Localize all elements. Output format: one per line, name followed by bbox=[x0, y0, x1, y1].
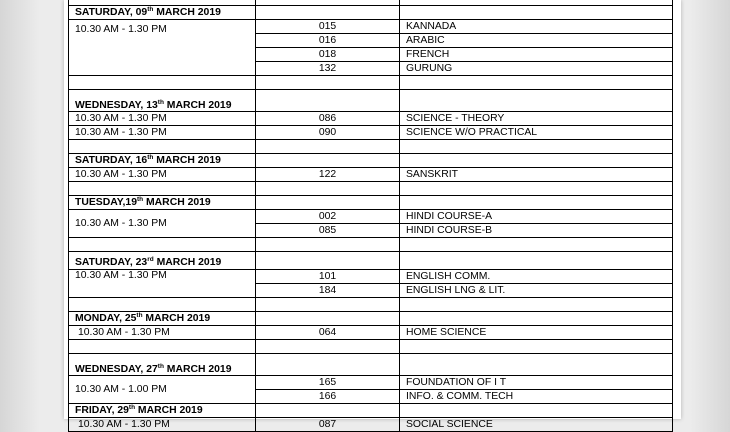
subject-name: SCIENCE W/O PRACTICAL bbox=[400, 126, 673, 140]
subject-name: ARABIC bbox=[400, 34, 673, 48]
empty-cell bbox=[400, 298, 673, 312]
exam-date: TUESDAY,19th MARCH 2019 bbox=[69, 196, 256, 210]
empty-cell bbox=[400, 404, 673, 418]
empty-cell bbox=[256, 76, 400, 90]
date-row bbox=[69, 252, 673, 270]
empty-cell bbox=[400, 354, 673, 376]
table-row bbox=[69, 326, 673, 340]
subject-name: FRENCH bbox=[400, 48, 673, 62]
subject-code: 184 bbox=[256, 284, 400, 298]
empty-cell bbox=[400, 252, 673, 270]
exam-time: 10.30 AM - 1.30 PM bbox=[69, 270, 256, 298]
exam-date: WEDNESDAY, 27th MARCH 2019 bbox=[69, 354, 256, 376]
exam-date: MONDAY, 25th MARCH 2019 bbox=[69, 312, 256, 326]
exam-date: FRIDAY, 29th MARCH 2019 bbox=[69, 404, 256, 418]
table-row bbox=[69, 126, 673, 140]
date-row bbox=[69, 154, 673, 168]
table-row bbox=[69, 168, 673, 182]
empty-cell bbox=[256, 252, 400, 270]
empty-cell bbox=[69, 140, 256, 154]
subject-code: 122 bbox=[256, 168, 400, 182]
exam-time: 10.30 AM - 1.30 PM bbox=[69, 418, 256, 432]
spacer-row bbox=[69, 182, 673, 196]
date-row bbox=[69, 90, 673, 112]
table-row bbox=[69, 210, 673, 224]
exam-time: 10.30 AM - 1.30 PM bbox=[69, 126, 256, 140]
spacer-row bbox=[69, 76, 673, 90]
empty-cell bbox=[400, 312, 673, 326]
exam-time: 10.30 AM - 1.30 PM bbox=[69, 326, 256, 340]
empty-cell bbox=[400, 196, 673, 210]
subject-name: INFO. & COMM. TECH bbox=[400, 390, 673, 404]
subject-name: GURUNG bbox=[400, 62, 673, 76]
empty-cell bbox=[400, 76, 673, 90]
subject-code: 086 bbox=[256, 112, 400, 126]
empty-cell bbox=[400, 140, 673, 154]
spacer-row bbox=[69, 298, 673, 312]
table-row bbox=[69, 20, 673, 34]
subject-name: KANNADA bbox=[400, 20, 673, 34]
subject-name: HINDI COURSE-A bbox=[400, 210, 673, 224]
subject-code: 018 bbox=[256, 48, 400, 62]
spacer-row bbox=[69, 238, 673, 252]
empty-cell bbox=[256, 404, 400, 418]
table-row bbox=[69, 112, 673, 126]
subject-code: 002 bbox=[256, 210, 400, 224]
table-row bbox=[69, 376, 673, 390]
empty-cell bbox=[256, 154, 400, 168]
date-row bbox=[69, 404, 673, 418]
empty-cell bbox=[69, 238, 256, 252]
date-row bbox=[69, 354, 673, 376]
empty-cell bbox=[400, 154, 673, 168]
date-row bbox=[69, 196, 673, 210]
subject-code: 165 bbox=[256, 376, 400, 390]
empty-cell bbox=[256, 6, 400, 20]
empty-cell bbox=[400, 90, 673, 112]
empty-cell bbox=[256, 312, 400, 326]
subject-code: 101 bbox=[256, 270, 400, 284]
empty-cell bbox=[400, 340, 673, 354]
empty-cell bbox=[69, 298, 256, 312]
empty-cell bbox=[256, 90, 400, 112]
spacer-row bbox=[69, 340, 673, 354]
subject-code: 016 bbox=[256, 34, 400, 48]
exam-date: SATURDAY, 23rd MARCH 2019 bbox=[69, 252, 256, 270]
subject-name: ENGLISH COMM. bbox=[400, 270, 673, 284]
exam-date: WEDNESDAY, 13th MARCH 2019 bbox=[69, 90, 256, 112]
empty-cell bbox=[69, 76, 256, 90]
empty-cell bbox=[400, 238, 673, 252]
empty-cell bbox=[256, 196, 400, 210]
empty-cell bbox=[256, 182, 400, 196]
subject-name: ENGLISH LNG & LIT. bbox=[400, 284, 673, 298]
subject-name: FOUNDATION OF I T bbox=[400, 376, 673, 390]
empty-cell bbox=[256, 298, 400, 312]
exam-datesheet-table bbox=[68, 0, 673, 432]
empty-cell bbox=[69, 182, 256, 196]
table-row bbox=[69, 418, 673, 432]
subject-code: 085 bbox=[256, 224, 400, 238]
empty-cell bbox=[400, 182, 673, 196]
date-row bbox=[69, 312, 673, 326]
subject-code: 064 bbox=[256, 326, 400, 340]
subject-code: 015 bbox=[256, 20, 400, 34]
exam-time: 10.30 AM - 1.30 PM bbox=[69, 20, 256, 76]
subject-name: SCIENCE - THEORY bbox=[400, 112, 673, 126]
exam-date: SATURDAY, 09th MARCH 2019 bbox=[69, 6, 256, 20]
exam-time: 10.30 AM - 1.30 PM bbox=[69, 112, 256, 126]
subject-code: 166 bbox=[256, 390, 400, 404]
subject-name: SOCIAL SCIENCE bbox=[400, 418, 673, 432]
empty-cell bbox=[256, 140, 400, 154]
subject-name: HINDI COURSE-B bbox=[400, 224, 673, 238]
subject-code: 132 bbox=[256, 62, 400, 76]
exam-time: 10.30 AM - 1.00 PM bbox=[69, 376, 256, 404]
exam-date: SATURDAY, 16th MARCH 2019 bbox=[69, 154, 256, 168]
subject-name: HOME SCIENCE bbox=[400, 326, 673, 340]
subject-name: SANSKRIT bbox=[400, 168, 673, 182]
exam-time: 10.30 AM - 1.30 PM bbox=[69, 210, 256, 238]
subject-code: 090 bbox=[256, 126, 400, 140]
table-row bbox=[69, 270, 673, 284]
empty-cell bbox=[400, 6, 673, 20]
empty-cell bbox=[69, 340, 256, 354]
spacer-row bbox=[69, 140, 673, 154]
empty-cell bbox=[256, 340, 400, 354]
subject-code: 087 bbox=[256, 418, 400, 432]
date-row bbox=[69, 6, 673, 20]
exam-time: 10.30 AM - 1.30 PM bbox=[69, 168, 256, 182]
empty-cell bbox=[256, 238, 400, 252]
empty-cell bbox=[256, 354, 400, 376]
